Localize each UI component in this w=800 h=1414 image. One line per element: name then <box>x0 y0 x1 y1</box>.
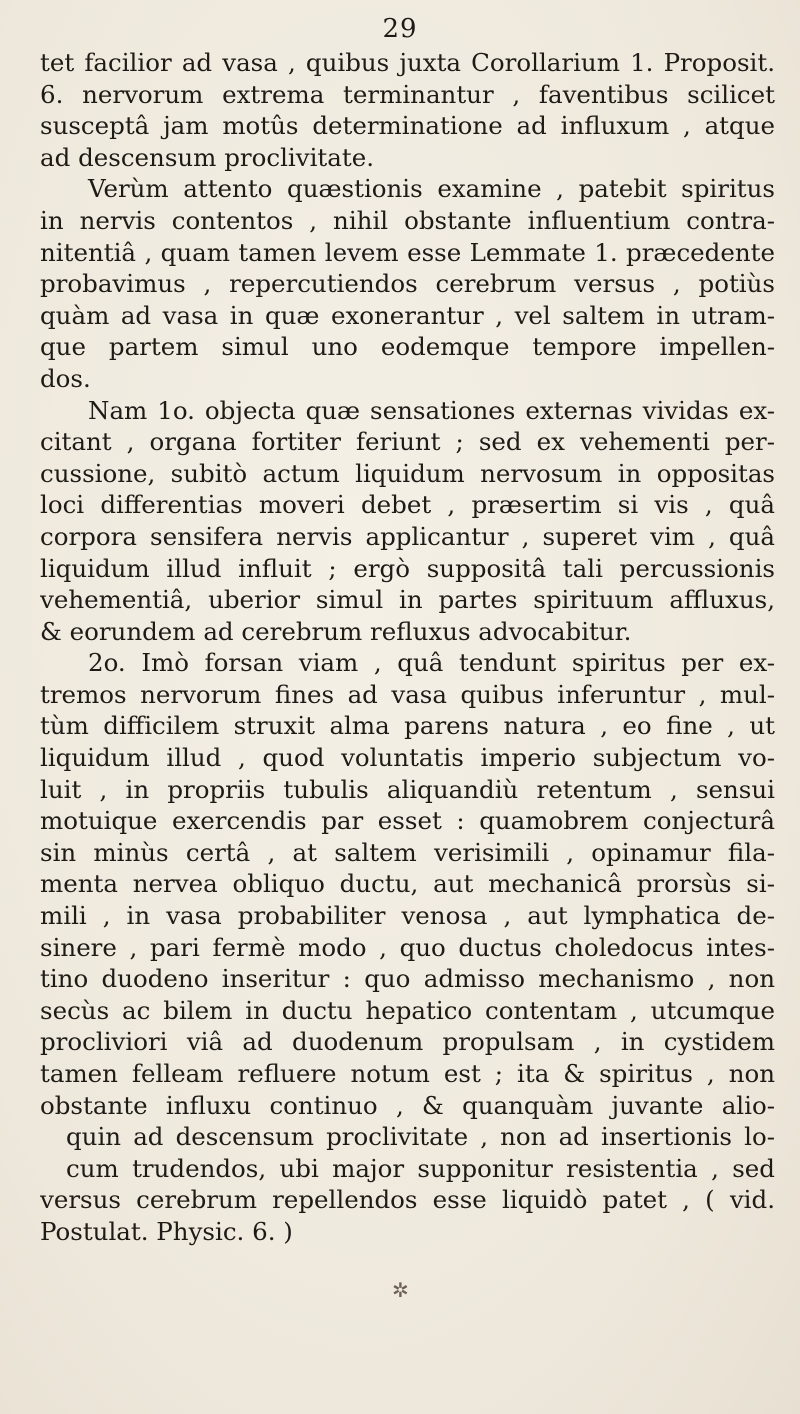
text-line: loci differentias moveri debet , præsertim si vis , quâ <box>40 490 775 520</box>
text-line: 6. nervorum extrema terminantur , faventibus scilicet <box>40 79 775 109</box>
text-line: sinere , pari fermè modo , quo ductus choledocus intes- <box>40 932 775 962</box>
text-line: dos. <box>40 363 91 393</box>
text-line: quàm ad vasa in quæ exonerantur , vel saltem in utram- <box>40 300 775 330</box>
text-line: procliviori viâ ad duodenum propulsam , in cystidem <box>40 1027 775 1057</box>
text-line: liquidum illud , quod voluntatis imperio subjectum vo- <box>40 743 775 773</box>
text-line: tet facilior ad vasa , quibus juxta Corollarium 1. Proposit. <box>40 48 775 77</box>
text-line: tamen felleam refluere notum est ; ita & spiritus , non <box>40 1059 775 1088</box>
text-line: ad descensum proclivitate. <box>40 142 375 172</box>
text-line: tremos nervorum fines ad vasa quibus inferuntur , mul- <box>40 679 775 709</box>
text-line: Verùm attento quæstionis examine , patebit spiritus <box>88 174 775 204</box>
text-line: vehementiâ, uberior simul in partes spirituum affluxus, <box>40 585 775 615</box>
text-line: susceptâ jam motûs determinatione ad influxum , atque <box>40 111 775 141</box>
text-line: sin minùs certâ , at saltem verisimili , opinamur fila- <box>40 837 775 867</box>
text-line: motuique exercendis par esset : quamobrem conjecturâ <box>40 806 775 836</box>
text-line: Postulat. Physic. 6. ) <box>40 1216 293 1246</box>
text-line: luit , in propriis tubulis aliquandiù retentum , sensui <box>40 774 775 804</box>
text-line: probavimus , repercutiendos cerebrum versus , potiùs <box>40 269 775 299</box>
text-line: que partem simul uno eodemque tempore impellen- <box>40 332 775 362</box>
page-number: 29 <box>382 14 418 44</box>
text-line: corpora sensifera nervis applicantur , superet vim , quâ <box>40 521 775 551</box>
text-line: versus cerebrum repellendos esse liquidò patet , ( vid. <box>40 1185 775 1215</box>
ink-blot-mark: ✲ <box>392 1278 409 1302</box>
text-line: quin ad descensum proclivitate , non ad insertionis lo- <box>66 1122 775 1152</box>
text-line: 2o. Imò forsan viam , quâ tendunt spiritus per ex- <box>88 648 775 678</box>
text-line: & eorundem ad cerebrum refluxus advocabitur. <box>40 616 632 646</box>
text-line: cum trudendos, ubi major supponitur resistentia , sed <box>66 1153 775 1183</box>
text-line: menta nervea obliquo ductu, aut mechanicâ prorsùs si- <box>40 869 775 899</box>
text-line: tùm difficilem struxit alma parens natura , eo fine , ut <box>40 711 775 741</box>
text-line: obstante influxu continuo , & quanquàm juvante alio- <box>40 1090 775 1120</box>
text-line: tino duodeno inseritur : quo admisso mechanismo , non <box>40 964 775 994</box>
text-line: citant , organa fortiter feriunt ; sed ex vehementi per- <box>40 427 775 457</box>
text-line: secùs ac bilem in ductu hepatico contentam , utcumque <box>40 995 775 1025</box>
text-line: in nervis contentos , nihil obstante influentium contra- <box>40 205 775 235</box>
text-line: nitentiâ , quam tamen levem esse Lemmate 1. præcedente <box>40 237 775 267</box>
text-line: liquidum illud influit ; ergò suppositâ tali percussionis <box>40 553 775 583</box>
body-text <box>40 47 775 1248</box>
text-line: cussione, subitò actum liquidum nervosum in oppositas <box>40 458 775 488</box>
text-line: mili , in vasa probabiliter venosa , aut lymphatica de- <box>40 901 775 931</box>
text-line: Nam 1o. objecta quæ sensationes externas vividas ex- <box>88 395 775 425</box>
